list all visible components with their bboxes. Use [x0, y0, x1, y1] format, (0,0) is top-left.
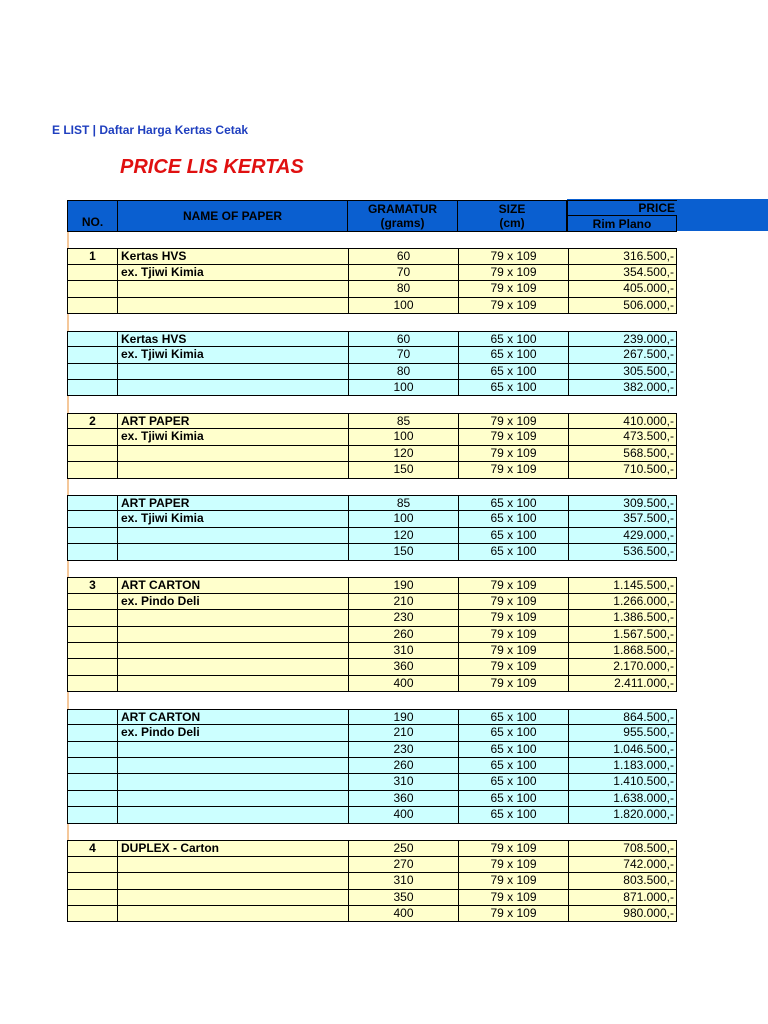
cell-gramatur: 360 [348, 791, 458, 807]
cell-price: 1.183.000,- [568, 758, 677, 774]
cell-no [67, 594, 117, 610]
cell-price: 239.000,- [568, 331, 677, 347]
cell-gramatur: 190 [348, 709, 458, 725]
cell-size: 79 x 109 [458, 594, 568, 610]
cell-price: 1.820.000,- [568, 807, 677, 823]
cell-size: 79 x 109 [458, 413, 568, 429]
cell-no [67, 429, 117, 445]
cell-no [67, 511, 117, 527]
table-row [67, 511, 677, 527]
cell-size: 79 x 109 [458, 627, 568, 643]
cell-no [67, 528, 117, 544]
cell-name [117, 873, 348, 889]
group-spacer [67, 824, 677, 840]
group-spacer [67, 396, 677, 412]
cell-name [117, 758, 348, 774]
cell-price: 1.868.500,- [568, 643, 677, 659]
cell-gramatur: 60 [348, 331, 458, 347]
cell-size: 79 x 109 [458, 643, 568, 659]
cell-gramatur: 60 [348, 248, 458, 264]
cell-price: 871.000,- [568, 890, 677, 906]
cell-no [67, 331, 117, 347]
cell-name [117, 610, 348, 626]
header-gramatur: GRAMATUR [347, 200, 458, 216]
table-row [67, 873, 677, 889]
cell-price: 1.046.500,- [568, 742, 677, 758]
header-price-unit: Rim Plano [567, 215, 677, 232]
cell-size: 65 x 100 [458, 774, 568, 790]
cell-name [117, 890, 348, 906]
cell-price: 1.266.000,- [568, 594, 677, 610]
table-row [67, 248, 677, 264]
cell-no [67, 742, 117, 758]
table-row [67, 610, 677, 626]
cell-gramatur: 360 [348, 659, 458, 675]
table-row [67, 725, 677, 741]
table-row [67, 807, 677, 823]
cell-price: 473.500,- [568, 429, 677, 445]
cell-price: 309.500,- [568, 495, 677, 511]
cell-gramatur: 190 [348, 577, 458, 593]
cell-size: 79 x 109 [458, 265, 568, 281]
cell-price: 864.500,- [568, 709, 677, 725]
cell-no [67, 676, 117, 692]
table-row [67, 446, 677, 462]
cell-price: 742.000,- [568, 857, 677, 873]
cell-name: ex. Pindo Deli [117, 725, 348, 741]
cell-size: 65 x 100 [458, 709, 568, 725]
cell-gramatur: 210 [348, 594, 458, 610]
cell-size: 79 x 109 [458, 840, 568, 856]
table-row [67, 577, 677, 593]
cell-name: Kertas HVS [117, 248, 348, 264]
cell-no [67, 774, 117, 790]
header-no: NO. [67, 200, 118, 232]
cell-price: 410.000,- [568, 413, 677, 429]
table-row [67, 364, 677, 380]
cell-no [67, 906, 117, 922]
cell-size: 79 x 109 [458, 857, 568, 873]
cell-size: 79 x 109 [458, 659, 568, 675]
table-row [67, 840, 677, 856]
cell-no [67, 725, 117, 741]
table-row [67, 462, 677, 478]
cell-no [67, 857, 117, 873]
cell-gramatur: 150 [348, 544, 458, 560]
cell-no: 3 [67, 577, 117, 593]
table-row [67, 298, 677, 314]
header-size-unit: (cm) [457, 215, 567, 232]
table-row [67, 742, 677, 758]
header-price: PRICE [567, 200, 677, 216]
cell-no [67, 380, 117, 396]
cell-name: Kertas HVS [117, 331, 348, 347]
cell-name: ex. Tjiwi Kimia [117, 347, 348, 363]
cell-no [67, 659, 117, 675]
cell-name: ex. Tjiwi Kimia [117, 511, 348, 527]
cell-price: 1.145.500,- [568, 577, 677, 593]
cell-no: 2 [67, 413, 117, 429]
cell-name: ART PAPER [117, 413, 348, 429]
cell-gramatur: 100 [348, 429, 458, 445]
cell-name: ART CARTON [117, 709, 348, 725]
cell-no [67, 610, 117, 626]
cell-name: DUPLEX - Carton [117, 840, 348, 856]
cell-name [117, 742, 348, 758]
cell-price: 405.000,- [568, 281, 677, 297]
table-row [67, 429, 677, 445]
cell-price: 429.000,- [568, 528, 677, 544]
cell-name [117, 528, 348, 544]
group-spacer [67, 314, 677, 330]
cell-size: 65 x 100 [458, 495, 568, 511]
cell-name [117, 807, 348, 823]
table-row [67, 709, 677, 725]
cell-price: 382.000,- [568, 380, 677, 396]
cell-size: 79 x 109 [458, 298, 568, 314]
cell-no [67, 495, 117, 511]
cell-gramatur: 230 [348, 610, 458, 626]
cell-gramatur: 120 [348, 446, 458, 462]
cell-gramatur: 350 [348, 890, 458, 906]
cell-no [67, 709, 117, 725]
cell-gramatur: 400 [348, 906, 458, 922]
cell-gramatur: 400 [348, 807, 458, 823]
cell-gramatur: 310 [348, 774, 458, 790]
cell-price: 980.000,- [568, 906, 677, 922]
cell-no [67, 446, 117, 462]
table-row [67, 380, 677, 396]
cell-gramatur: 100 [348, 298, 458, 314]
cell-no [67, 791, 117, 807]
table-row [67, 857, 677, 873]
table-row [67, 495, 677, 511]
cell-name [117, 906, 348, 922]
cell-size: 65 x 100 [458, 807, 568, 823]
cell-name: ex. Tjiwi Kimia [117, 265, 348, 281]
cell-price: 2.411.000,- [568, 676, 677, 692]
header-gramatur-unit: (grams) [347, 215, 458, 232]
cell-name [117, 544, 348, 560]
cell-gramatur: 260 [348, 627, 458, 643]
cell-gramatur: 150 [348, 462, 458, 478]
table-row [67, 331, 677, 347]
cell-name [117, 380, 348, 396]
cell-size: 79 x 109 [458, 873, 568, 889]
table-row [67, 594, 677, 610]
cell-gramatur: 80 [348, 364, 458, 380]
cell-name [117, 791, 348, 807]
cell-name [117, 462, 348, 478]
cell-gramatur: 120 [348, 528, 458, 544]
cell-gramatur: 230 [348, 742, 458, 758]
cell-name [117, 857, 348, 873]
table-row [67, 890, 677, 906]
cell-price: 354.500,- [568, 265, 677, 281]
cell-gramatur: 80 [348, 281, 458, 297]
cell-gramatur: 100 [348, 511, 458, 527]
cell-gramatur: 400 [348, 676, 458, 692]
subtitle: E LIST | Daftar Harga Kertas Cetak [52, 123, 249, 137]
cell-name [117, 627, 348, 643]
table-row [67, 676, 677, 692]
cell-name: ex. Tjiwi Kimia [117, 429, 348, 445]
cell-size: 79 x 109 [458, 890, 568, 906]
group-spacer [67, 692, 677, 708]
cell-price: 357.500,- [568, 511, 677, 527]
cell-price: 803.500,- [568, 873, 677, 889]
cell-price: 1.567.500,- [568, 627, 677, 643]
cell-size: 79 x 109 [458, 281, 568, 297]
cell-price: 1.386.500,- [568, 610, 677, 626]
cell-gramatur: 310 [348, 643, 458, 659]
group-spacer [67, 232, 677, 248]
cell-no: 1 [67, 248, 117, 264]
table-row [67, 544, 677, 560]
group-spacer [67, 479, 677, 495]
cell-size: 65 x 100 [458, 758, 568, 774]
cell-size: 65 x 100 [458, 528, 568, 544]
cell-no [67, 890, 117, 906]
cell-size: 65 x 100 [458, 725, 568, 741]
table-row [67, 413, 677, 429]
cell-size: 65 x 100 [458, 331, 568, 347]
cell-price: 568.500,- [568, 446, 677, 462]
cell-name: ex. Pindo Deli [117, 594, 348, 610]
cell-size: 79 x 109 [458, 248, 568, 264]
cell-gramatur: 100 [348, 380, 458, 396]
cell-name [117, 364, 348, 380]
table-row [67, 906, 677, 922]
cell-size: 65 x 100 [458, 544, 568, 560]
cell-size: 79 x 109 [458, 577, 568, 593]
header-name: NAME OF PAPER [117, 200, 348, 232]
cell-size: 79 x 109 [458, 906, 568, 922]
cell-price: 955.500,- [568, 725, 677, 741]
cell-size: 65 x 100 [458, 364, 568, 380]
cell-price: 305.500,- [568, 364, 677, 380]
cell-name [117, 659, 348, 675]
cell-no [67, 807, 117, 823]
table-row [67, 627, 677, 643]
cell-no [67, 281, 117, 297]
cell-size: 79 x 109 [458, 610, 568, 626]
cell-price: 536.500,- [568, 544, 677, 560]
cell-size: 79 x 109 [458, 429, 568, 445]
table-row [67, 265, 677, 281]
cell-gramatur: 270 [348, 857, 458, 873]
cell-price: 267.500,- [568, 347, 677, 363]
cell-size: 79 x 109 [458, 462, 568, 478]
price-table [67, 232, 677, 922]
cell-size: 65 x 100 [458, 742, 568, 758]
group-spacer [67, 561, 677, 577]
cell-size: 65 x 100 [458, 380, 568, 396]
cell-price: 710.500,- [568, 462, 677, 478]
cell-no [67, 544, 117, 560]
cell-gramatur: 260 [348, 758, 458, 774]
cell-name [117, 446, 348, 462]
cell-gramatur: 210 [348, 725, 458, 741]
cell-name: ART PAPER [117, 495, 348, 511]
cell-name [117, 676, 348, 692]
table-row [67, 528, 677, 544]
cell-gramatur: 250 [348, 840, 458, 856]
cell-no [67, 298, 117, 314]
page-title: PRICE LIS KERTAS [120, 156, 304, 178]
cell-no [67, 873, 117, 889]
cell-name [117, 298, 348, 314]
cell-gramatur: 85 [348, 495, 458, 511]
cell-name [117, 774, 348, 790]
cell-no [67, 462, 117, 478]
table-row [67, 643, 677, 659]
cell-gramatur: 85 [348, 413, 458, 429]
cell-name [117, 281, 348, 297]
cell-size: 79 x 109 [458, 446, 568, 462]
cell-no: 4 [67, 840, 117, 856]
cell-size: 79 x 109 [458, 676, 568, 692]
cell-no [67, 364, 117, 380]
cell-gramatur: 70 [348, 265, 458, 281]
cell-price: 1.638.000,- [568, 791, 677, 807]
header-size: SIZE [457, 200, 567, 216]
cell-price: 708.500,- [568, 840, 677, 856]
table-row [67, 347, 677, 363]
cell-price: 316.500,- [568, 248, 677, 264]
cell-no [67, 265, 117, 281]
cell-size: 65 x 100 [458, 347, 568, 363]
cell-no [67, 758, 117, 774]
table-row [67, 281, 677, 297]
cell-gramatur: 310 [348, 873, 458, 889]
cell-no [67, 347, 117, 363]
cell-no [67, 627, 117, 643]
cell-size: 65 x 100 [458, 791, 568, 807]
table-row [67, 659, 677, 675]
cell-size: 65 x 100 [458, 511, 568, 527]
table-row [67, 758, 677, 774]
table-row [67, 774, 677, 790]
cell-price: 506.000,- [568, 298, 677, 314]
cell-price: 1.410.500,- [568, 774, 677, 790]
cell-name [117, 643, 348, 659]
table-row [67, 791, 677, 807]
cell-no [67, 643, 117, 659]
cell-price: 2.170.000,- [568, 659, 677, 675]
cell-gramatur: 70 [348, 347, 458, 363]
cell-name: ART CARTON [117, 577, 348, 593]
